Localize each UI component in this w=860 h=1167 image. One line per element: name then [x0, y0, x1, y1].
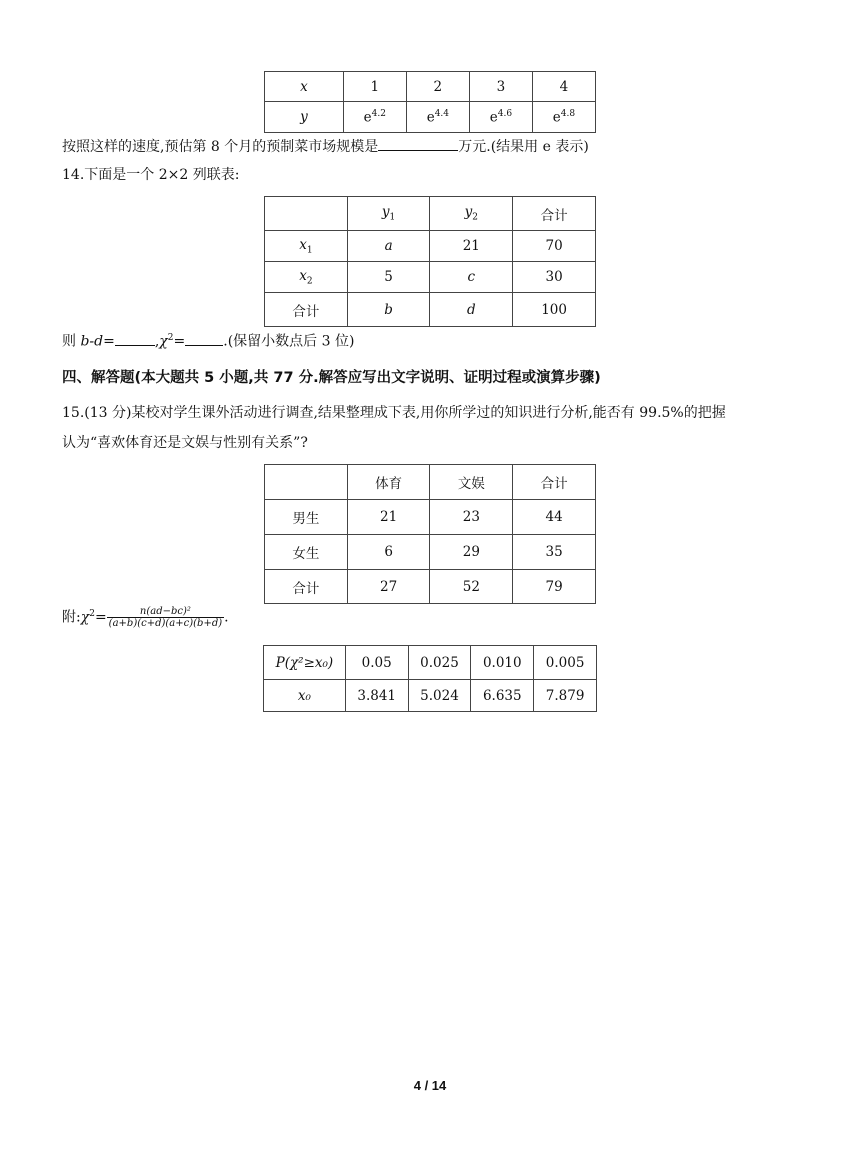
table-header-cell: 文娱 — [430, 465, 513, 500]
table-header-cell: 体育 — [347, 465, 430, 500]
table-row — [265, 262, 596, 293]
table-cell: 6.635 — [471, 680, 534, 712]
table-cell: 52 — [430, 570, 513, 604]
table-row-label: 男生 — [265, 500, 348, 535]
table-header-cell: 合计 — [513, 197, 596, 231]
table-row — [264, 646, 597, 680]
table-cell: d — [430, 293, 513, 327]
table-cell: b — [347, 293, 430, 327]
xy-x-cell: 2 — [406, 72, 469, 102]
table-cell: 3.841 — [345, 680, 408, 712]
q14-intro: 14.下面是一个 2×2 列联表: — [62, 167, 240, 183]
xy-y-cell: $e^{4.4}$ — [406, 102, 469, 133]
table-row-label: 女生 — [265, 535, 348, 570]
q13-answer-line: 按照这样的速度,预估第 8 个月的预制菜市场规模是 万元.(结果用 e 表示) — [62, 135, 589, 157]
answer-blank[interactable] — [115, 330, 155, 346]
table-cell: 27 — [347, 570, 430, 604]
xy-table — [264, 71, 596, 133]
xy-y-cell: $e^{4.6}$ — [469, 102, 532, 133]
table-header-cell: 合计 — [513, 465, 596, 500]
table-cell: 21 — [430, 231, 513, 262]
xy-y-cell: $e^{4.2}$ — [343, 102, 406, 133]
xy-x-cell: 4 — [532, 72, 595, 102]
table-row-label: P(χ²≥x₀) — [264, 646, 346, 680]
table-row — [265, 465, 596, 500]
table-row — [265, 535, 596, 570]
table-cell: 44 — [513, 500, 596, 535]
table-cell: 29 — [430, 535, 513, 570]
table-cell: c — [430, 262, 513, 293]
table-cell: 70 — [513, 231, 596, 262]
xy-y-label: y — [265, 102, 344, 133]
table-row-label: $x_1$ — [265, 231, 348, 262]
table-cell: 100 — [513, 293, 596, 327]
xy-x-cell: 3 — [469, 72, 532, 102]
table-header-cell: $y_1$ — [347, 197, 430, 231]
table-row-label: x₀ — [264, 680, 346, 712]
table-row — [265, 500, 596, 535]
table-cell: 21 — [347, 500, 430, 535]
q15-text-line2: 认为“喜欢体育还是文娱与性别有关系”? — [62, 435, 308, 451]
table-cell — [265, 197, 348, 231]
table-cell: 5 — [347, 262, 430, 293]
table-cell: 23 — [430, 500, 513, 535]
xy-row-y — [265, 102, 596, 133]
table-cell: 79 — [513, 570, 596, 604]
table-cell: 0.010 — [471, 646, 534, 680]
critical-value-table — [263, 645, 597, 712]
xy-x-label: x — [265, 72, 344, 102]
table-cell: 5.024 — [408, 680, 471, 712]
page-number: 4 / 14 — [413, 1078, 447, 1093]
table-cell: 6 — [347, 535, 430, 570]
survey-table — [264, 464, 596, 604]
table-row-label: 合计 — [265, 570, 348, 604]
table-row — [265, 197, 596, 231]
table-cell: 7.879 — [534, 680, 597, 712]
contingency-table-2x2 — [264, 196, 596, 327]
table-row — [264, 680, 597, 712]
table-row-label: $x_2$ — [265, 262, 348, 293]
table-header-cell: $y_2$ — [430, 197, 513, 231]
q14-answer-line: 则 $b-d= ,\chi^2=$ .(保留小数点后 3 位) — [62, 328, 354, 352]
table-cell: 0.05 — [345, 646, 408, 680]
table-cell: 0.025 — [408, 646, 471, 680]
formula-fraction: $\frac{\text{n(ad−bc)²}}{(a+b)(c+d)(a+c)(b+d)}$ — [108, 606, 223, 629]
chi-square-formula: 附$:\chi^2=$ $\frac{\text{n(ad−bc)²}}{(a+b)(c+d)(a+c)(b+d)}$ . — [62, 606, 229, 629]
xy-row-x — [265, 72, 596, 102]
answer-blank[interactable] — [378, 135, 458, 151]
section-heading: 四、解答题(本大题共 5 小题,共 77 分.解答应写出文字说明、证明过程或演算步骤) — [62, 370, 601, 386]
table-row — [265, 570, 596, 604]
q15-text-line1: 15.(13 分)某校对学生课外活动进行调查,结果整理成下表,用你所学过的知识进行分析,能否有 99.5%的把握 — [62, 405, 726, 421]
table-row-label: 合计 — [265, 293, 348, 327]
table-cell: 30 — [513, 262, 596, 293]
table-row — [265, 231, 596, 262]
xy-x-cell: 1 — [343, 72, 406, 102]
table-cell: 0.005 — [534, 646, 597, 680]
answer-blank[interactable] — [185, 330, 223, 346]
table-cell: 35 — [513, 535, 596, 570]
table-row — [265, 293, 596, 327]
table-cell — [265, 465, 348, 500]
table-cell: a — [347, 231, 430, 262]
xy-y-cell: $e^{4.8}$ — [532, 102, 595, 133]
